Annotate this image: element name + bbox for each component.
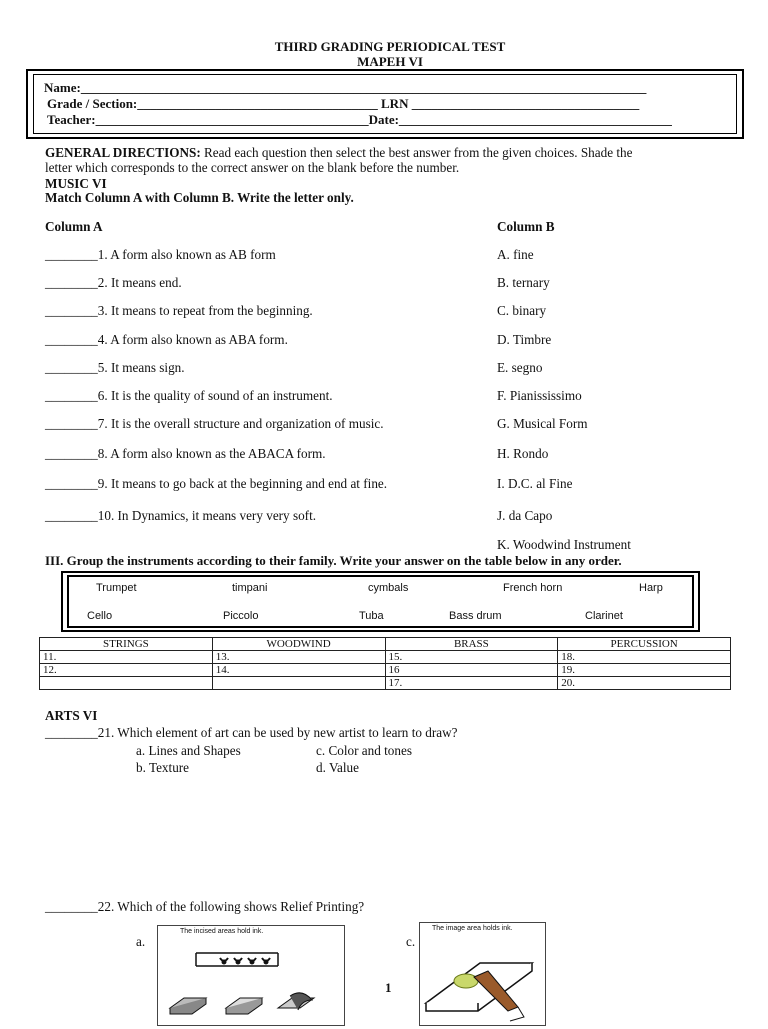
instrument-cello: Cello: [87, 610, 113, 622]
table-row: [40, 677, 731, 690]
table-row: [40, 664, 731, 677]
choice-d: D. Timbre: [497, 332, 552, 347]
directions-label: GENERAL DIRECTIONS:: [45, 145, 201, 160]
answer-cell[interactable]: 11.: [40, 651, 213, 664]
q21-option-c[interactable]: c. Color and tones: [316, 743, 412, 758]
choice-a: A. fine: [497, 247, 534, 262]
match-item-3[interactable]: ________3. It means to repeat from the beginning.: [45, 303, 313, 318]
instrument-piccolo: Piccolo: [223, 610, 259, 622]
answer-cell[interactable]: 17.: [385, 677, 558, 690]
match-item-8[interactable]: ________8. A form also known as the ABACA form.: [45, 446, 326, 461]
name-field[interactable]: Name:_______________________________________________________________________________________: [44, 80, 647, 95]
test-title: THIRD GRADING PERIODICAL TEST: [274, 39, 506, 54]
choice-g: G. Musical Form: [497, 416, 588, 431]
choice-i: I. D.C. al Fine: [497, 476, 573, 491]
table-header-row: [40, 638, 731, 651]
column-b-header: Column B: [497, 219, 555, 234]
answer-cell[interactable]: 12.: [40, 664, 213, 677]
directions-text-2: letter which corresponds to the correct answer on the blank before the number.: [45, 160, 460, 175]
figure-option-a[interactable]: [157, 925, 345, 1026]
choice-b: B. ternary: [497, 275, 550, 290]
answer-cell[interactable]: 14.: [212, 664, 385, 677]
instrument-clarinet: Clarinet: [585, 610, 623, 622]
header-brass: BRASS: [385, 638, 558, 651]
q21-option-b[interactable]: b. Texture: [136, 760, 190, 775]
figure-c-caption: The image area holds ink.: [432, 925, 513, 932]
instrument-cymbals: cymbals: [368, 582, 409, 594]
music-instruction: Match Column A with Column B. Write the letter only.: [45, 190, 354, 205]
relief-illustration: [420, 923, 545, 1025]
match-item-1[interactable]: ________1. A form also known as AB form: [45, 247, 276, 262]
answer-cell[interactable]: 20.: [558, 677, 731, 690]
grade-section-lrn-field[interactable]: Grade / Section:_____________________________________ LRN ___________________________________: [47, 96, 640, 111]
answer-cell[interactable]: 16: [385, 664, 558, 677]
arts-heading: ARTS VI: [45, 708, 98, 723]
figure-a-caption: The incised areas hold ink.: [180, 928, 264, 935]
instrument-french-horn: French horn: [503, 582, 563, 594]
music-heading: MUSIC VI: [45, 176, 107, 191]
header-woodwind: WOODWIND: [212, 638, 385, 651]
match-item-5[interactable]: ________5. It means sign.: [45, 360, 185, 375]
header-percussion: PERCUSSION: [558, 638, 731, 651]
general-directions-line1: [45, 145, 632, 161]
choice-j: J. da Capo: [497, 508, 553, 523]
table-row: [40, 651, 731, 664]
header-strings: STRINGS: [40, 638, 213, 651]
test-subtitle: MAPEH VI: [357, 54, 423, 69]
instrument-family-table: [39, 637, 731, 690]
answer-cell[interactable]: 13.: [212, 651, 385, 664]
match-item-9[interactable]: ________9. It means to go back at the beginning and end at fine.: [45, 476, 388, 491]
match-item-7[interactable]: ________7. It is the overall structure and organization of music.: [45, 416, 384, 431]
q21-option-a[interactable]: a. Lines and Shapes: [136, 743, 241, 758]
instrument-bass-drum: Bass drum: [449, 610, 502, 622]
answer-cell[interactable]: 18.: [558, 651, 731, 664]
q21-option-d[interactable]: d. Value: [316, 760, 359, 775]
instrument-harp: Harp: [639, 582, 663, 594]
figure-option-c[interactable]: [419, 922, 546, 1026]
match-item-2[interactable]: ________2. It means end.: [45, 275, 182, 290]
choice-c: C. binary: [497, 303, 547, 318]
answer-cell[interactable]: 15.: [385, 651, 558, 664]
teacher-date-field[interactable]: Teacher:__________________________________________Date:__________________________________________: [47, 112, 672, 127]
page-number: 1: [385, 980, 392, 995]
directions-text-1: Read each question then select the best answer from the given choices. Shade the: [200, 145, 633, 160]
answer-cell[interactable]: [40, 677, 213, 690]
match-item-4[interactable]: ________4. A form also known as ABA form.: [45, 332, 288, 347]
q22-option-a-label[interactable]: a.: [136, 934, 146, 949]
choice-e: E. segno: [497, 360, 543, 375]
question-22[interactable]: ________22. Which of the following shows Relief Printing?: [45, 899, 365, 914]
match-item-6[interactable]: ________6. It is the quality of sound of an instrument.: [45, 388, 333, 403]
column-a-header: Column A: [45, 219, 103, 234]
intaglio-illustration: [158, 926, 344, 1025]
instrument-tuba: Tuba: [359, 610, 384, 622]
instrument-timpani: timpani: [232, 582, 268, 594]
group-instruction: III. Group the instruments according to their family. Write your answer on the table below in any order.: [45, 553, 622, 568]
choice-f: F. Pianississimo: [497, 388, 582, 403]
question-21[interactable]: ________21. Which element of art can be used by new artist to learn to draw?: [45, 725, 458, 740]
answer-cell[interactable]: [212, 677, 385, 690]
q22-option-c-label[interactable]: c.: [406, 934, 416, 949]
choice-h: H. Rondo: [497, 446, 549, 461]
instrument-trumpet: Trumpet: [96, 582, 137, 594]
choice-k: K. Woodwind Instrument: [497, 537, 631, 552]
answer-cell[interactable]: 19.: [558, 664, 731, 677]
match-item-10[interactable]: ________10. In Dynamics, it means very very soft.: [45, 508, 317, 523]
